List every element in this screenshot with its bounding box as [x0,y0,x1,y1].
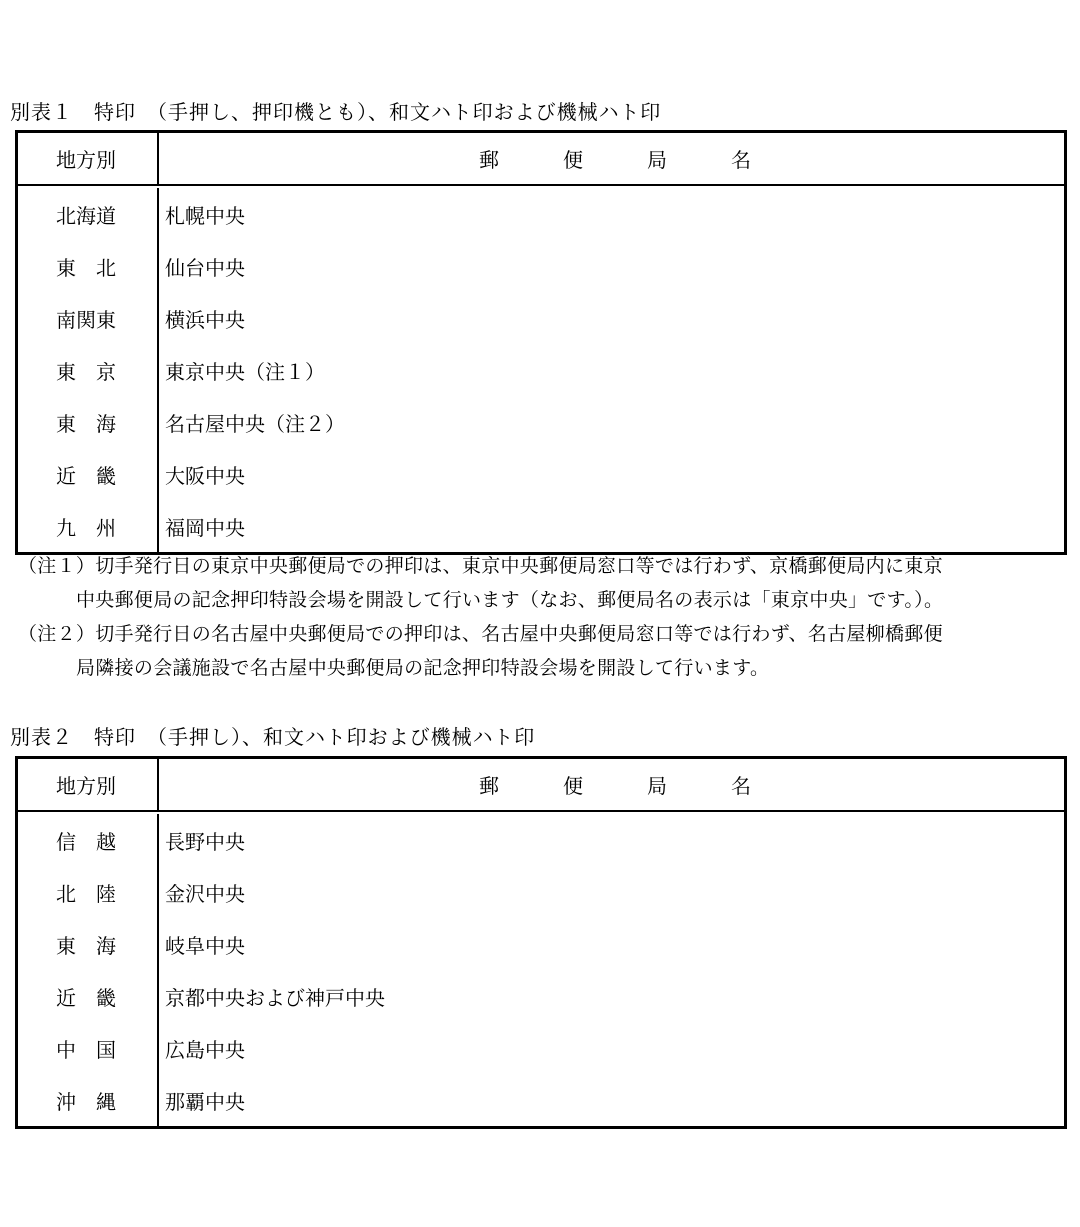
table-row [18,344,1064,396]
table1-header-char: 名 [731,148,751,172]
table-row [18,866,1064,918]
region-cell: 東 海 [18,918,159,970]
office-cell: 京都中央および神戸中央 [165,985,385,1010]
table-row [18,240,1064,292]
office-cell: 岐阜中央 [165,933,245,958]
region-cell: 北 陸 [18,866,159,918]
office-cell: 仙台中央 [165,255,245,280]
region-cell: 近 畿 [18,970,159,1022]
table2-header-office [159,759,1064,810]
note1-line2: 中央郵便局の記念押印特設会場を開設して行います（なお、郵便局名の表示は「東京中央」です。）。 [76,589,944,611]
table-row [18,1022,1064,1074]
note2-line1: （注２）切手発行日の名古屋中央郵便局での押印は、名古屋中央郵便局窓口等では行わず、名古屋柳橋郵便 [18,623,943,645]
region-cell: 北海道 [18,188,159,240]
table2 [15,756,1067,1129]
table2-body [18,814,1064,1126]
office-cell: 福岡中央 [165,515,245,540]
table-row [18,292,1064,344]
table1-title: 別表１ 特印 （手押し、押印機とも）、和文ハト印および機械ハト印 [10,100,662,124]
office-cell: 広島中央 [165,1037,245,1062]
table2-header-char: 名 [731,774,751,798]
region-cell: 南関東 [18,292,159,344]
region-cell: 東 京 [18,344,159,396]
table-row [18,814,1064,866]
region-cell: 近 畿 [18,448,159,500]
table2-header-char: 便 [563,774,583,798]
table2-header-char: 局 [647,774,667,798]
table2-header-char: 郵 [479,774,499,798]
table-row [18,500,1064,552]
region-cell: 東 北 [18,240,159,292]
office-cell: 金沢中央 [165,881,245,906]
table2-title: 別表２ 特印 （手押し）、和文ハト印および機械ハト印 [10,725,536,749]
table-row [18,396,1064,448]
table-row [18,448,1064,500]
table2-header-row [18,759,1064,812]
table1-header-region: 地方別 [18,133,159,184]
notes [18,549,1068,685]
table1-header-row [18,133,1064,186]
table-row [18,1074,1064,1126]
office-cell: 長野中央 [165,829,245,854]
table1 [15,130,1067,555]
office-cell: 大阪中央 [165,463,245,488]
office-cell: 名古屋中央（注２） [165,411,345,436]
region-cell: 沖 縄 [18,1074,159,1126]
table1-header-char: 便 [563,148,583,172]
table1-header-char: 郵 [479,148,499,172]
table1-header-char: 局 [647,148,667,172]
table1-header-office [159,133,1064,184]
table-row [18,970,1064,1022]
region-cell: 東 海 [18,396,159,448]
note1-line1: （注１）切手発行日の東京中央郵便局での押印は、東京中央郵便局窓口等では行わず、京橋郵便局内に東京 [18,555,943,577]
region-cell: 九 州 [18,500,159,552]
region-cell: 信 越 [18,814,159,866]
office-cell: 那覇中央 [165,1089,245,1114]
table-row [18,188,1064,240]
table1-body [18,188,1064,552]
office-cell: 札幌中央 [165,203,245,228]
table-row [18,918,1064,970]
office-cell: 東京中央（注１） [165,359,325,384]
office-cell: 横浜中央 [165,307,245,332]
note2-line2: 局隣接の会議施設で名古屋中央郵便局の記念押印特設会場を開設して行います。 [76,657,770,679]
region-cell: 中 国 [18,1022,159,1074]
table2-header-region: 地方別 [18,759,159,810]
